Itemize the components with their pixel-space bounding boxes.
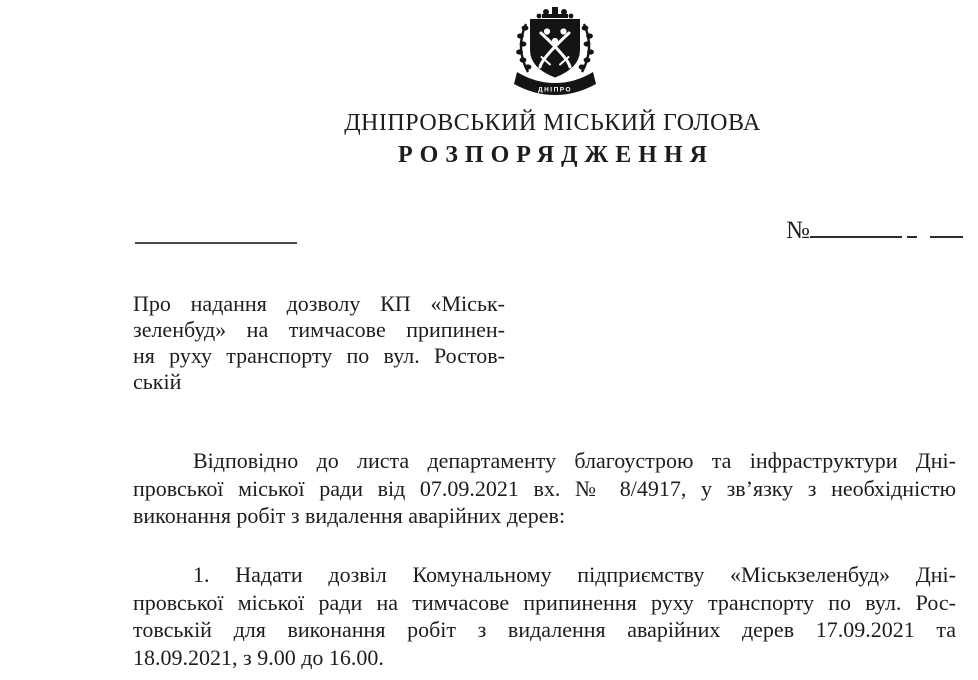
paragraph-line: виконання робіт з видалення аварійних дерев:: [133, 503, 566, 528]
authority-title: ДНІПРОВСЬКИЙ МІСЬКИЙ ГОЛОВА: [344, 110, 761, 136]
dnipro-coat-of-arms-icon: [502, 6, 608, 98]
number-sign: №: [786, 217, 810, 244]
paragraph-line: 18.09.2021, з 9.00 до 16.00.: [133, 644, 384, 670]
body-paragraph-1: [133, 447, 956, 530]
paragraph-line: 1. Надати дозвіл Комунальному підприємству «Міськзеленбуд» Дні-: [193, 562, 956, 587]
paragraph-line: Відповідно до листа департаменту благоустрою та інфраструктури Дні-: [193, 448, 956, 473]
paragraph-line: провської міської ради від 07.09.2021 вх. № 8/4917, у зв’язку з необхідністю: [133, 475, 956, 501]
number-blank-line-3: [930, 214, 963, 238]
subject-line: Про надання дозволу КП «Міськ-: [133, 291, 505, 316]
paragraph-line: товській для виконання робіт з видалення аварійних дерев 17.09.2021 та: [133, 617, 956, 642]
number-blank-line-1: [810, 214, 902, 238]
emblem-top-ornament: [537, 7, 574, 18]
number-blank-line-2: [907, 214, 917, 238]
number-field: [786, 214, 963, 244]
subject-block: [133, 291, 505, 395]
date-blank-line: [135, 226, 297, 244]
paragraph-line: провської міської ради на тимчасове припинення руху транспорту по вул. Рос-: [133, 589, 956, 615]
coat-of-arms-graphic: [502, 6, 608, 98]
header-block: [130, 109, 975, 169]
document-type-title: РОЗПОРЯДЖЕННЯ: [398, 142, 714, 168]
body-paragraph-2: [133, 561, 956, 671]
subject-line: зеленбуд» на тимчасове припинен-: [133, 317, 505, 342]
emblem-ribbon-label: ДНІПРО: [537, 86, 573, 94]
subject-line: ня руху транспорту по вул. Ростов-: [133, 343, 505, 368]
subject-line: ській: [133, 369, 182, 394]
